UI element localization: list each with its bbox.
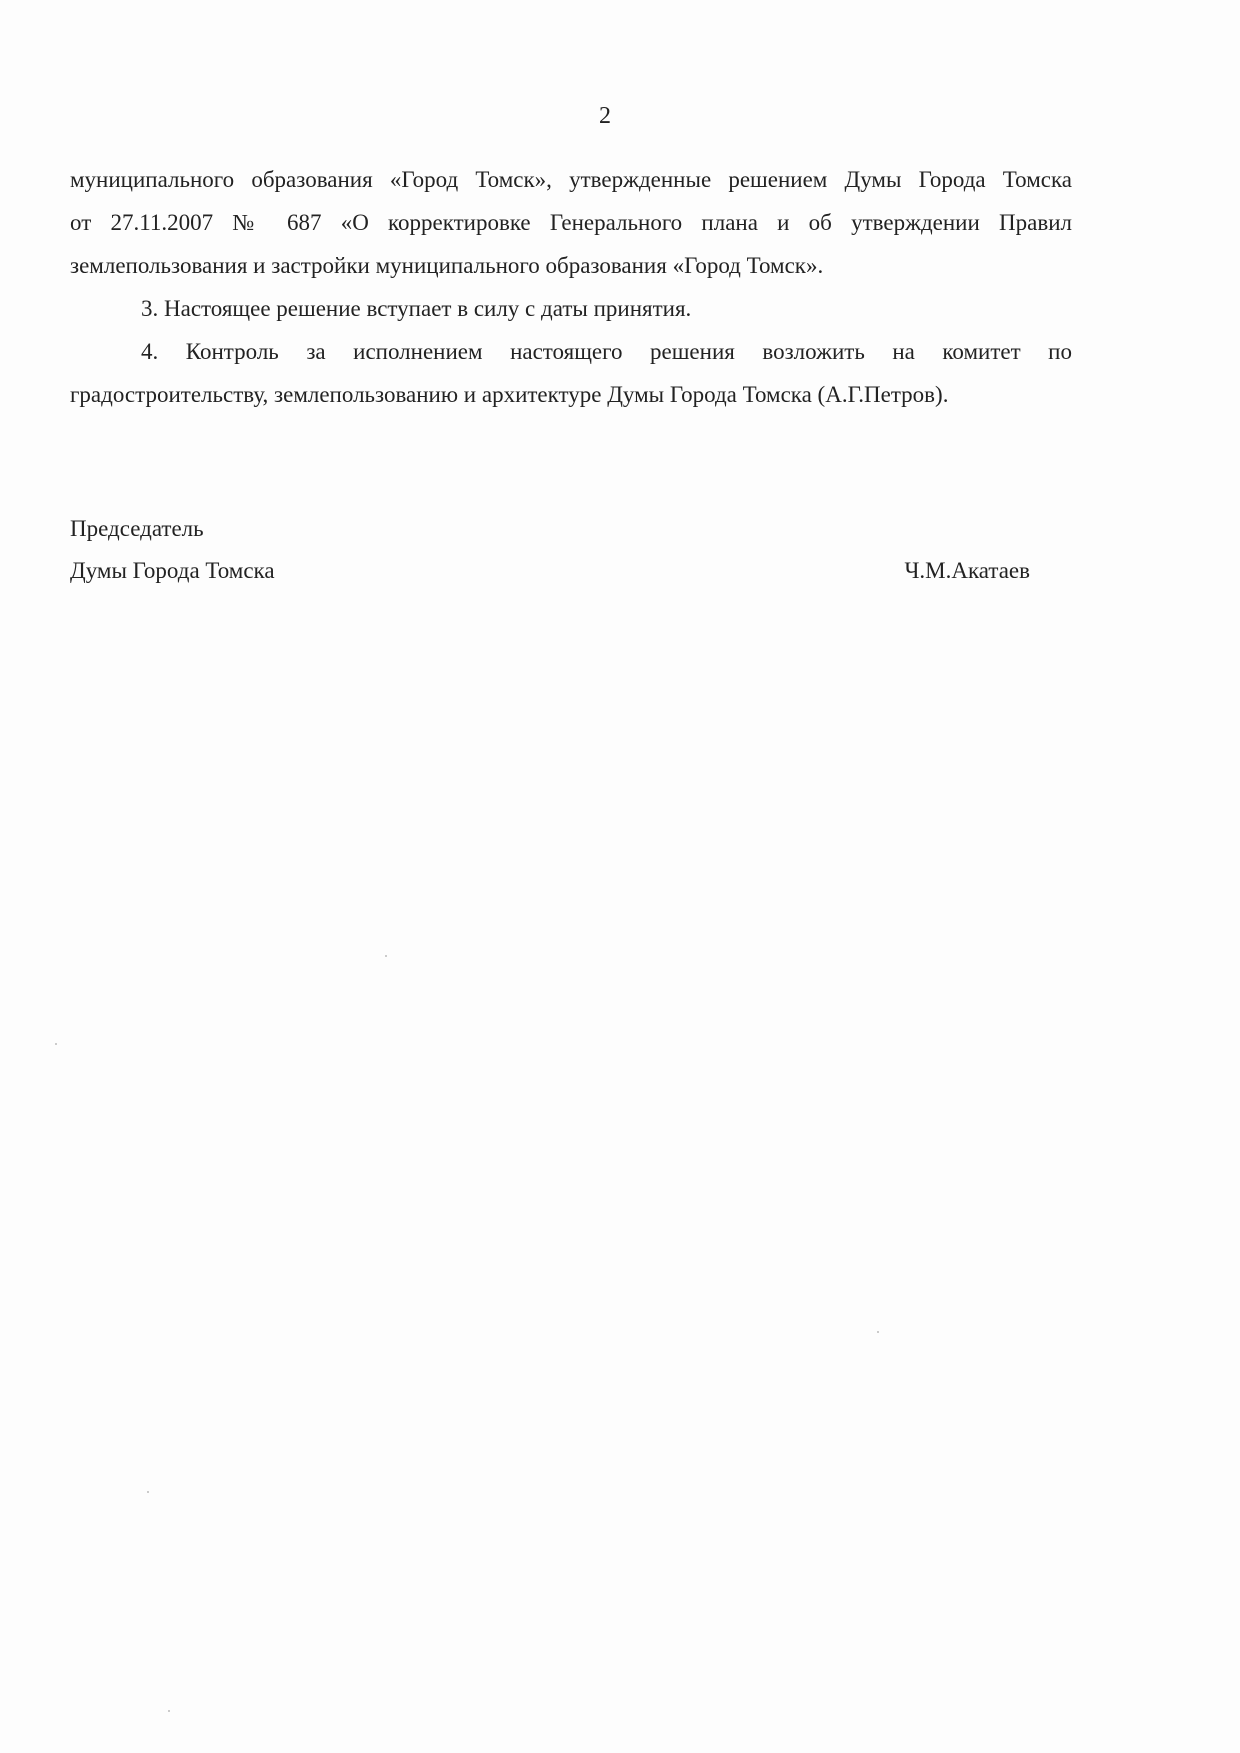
paragraph-item-3 xyxy=(70,287,1072,330)
signatory-title-line2: Думы Города Томска xyxy=(70,558,275,583)
paragraph-line: градостроительству, землепользованию и архитектуре Думы Города Томска (А.Г.Петров). xyxy=(70,382,949,407)
signatory-name: Ч.М.Акатаев xyxy=(904,558,1030,583)
page-number: 2 xyxy=(599,103,611,129)
paragraph-continuation xyxy=(70,158,1072,287)
paragraph-line: муниципального образования «Город Томск», утвержденные решением Думы Города Томска xyxy=(70,167,1072,192)
paragraph-line: 3. Настоящее решение вступает в силу с даты принятия. xyxy=(141,296,692,321)
signature-block xyxy=(70,508,1030,592)
paragraph-line: землепользования и застройки муниципального образования «Город Томск». xyxy=(70,253,824,278)
paragraph-line: от 27.11.2007 № 687 «О корректировке Генерального плана и об утверждении Правил xyxy=(70,210,1072,235)
scan-speck xyxy=(55,1043,57,1045)
scan-speck xyxy=(168,1710,170,1712)
scan-speck xyxy=(147,1491,149,1493)
paragraph-item-4 xyxy=(70,330,1072,416)
signatory-title-line1: Председатель xyxy=(70,516,204,541)
scan-speck xyxy=(877,1331,879,1333)
scan-speck xyxy=(385,955,387,957)
paragraph-line: 4. Контроль за исполнением настоящего решения возложить на комитет по xyxy=(141,339,1072,364)
